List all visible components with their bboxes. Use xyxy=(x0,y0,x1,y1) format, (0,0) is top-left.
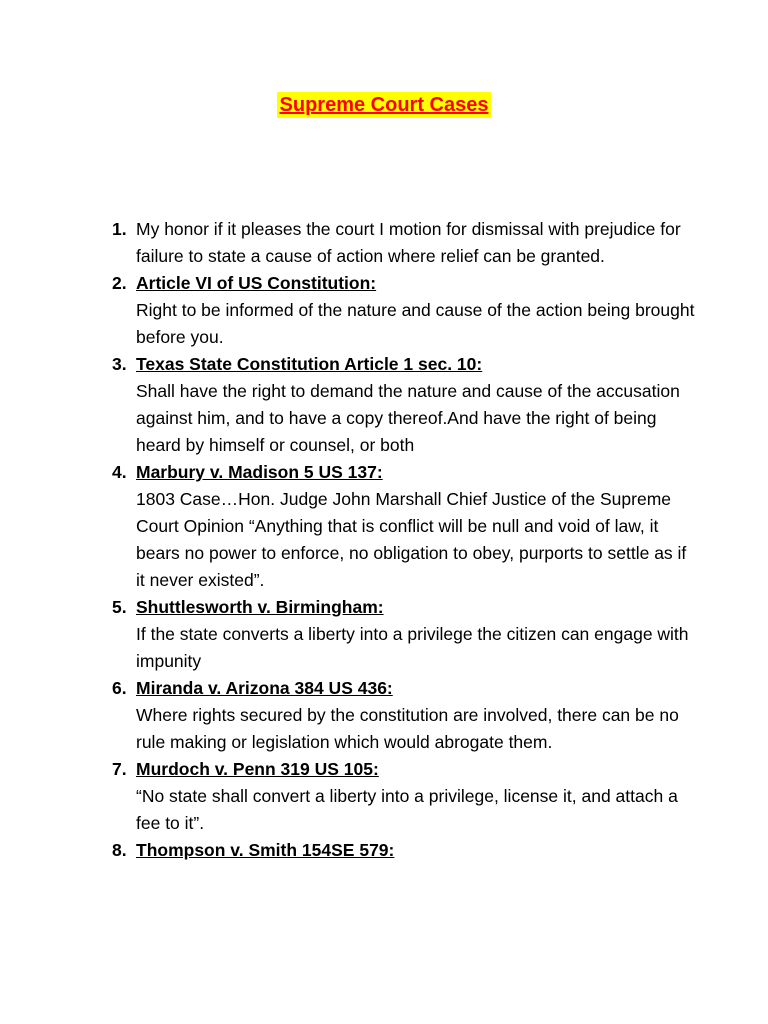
case-item-5 xyxy=(96,594,696,675)
case-text: Where rights secured by the constitution are involved, there can be no rule making or legislation which would abrogate them. xyxy=(136,705,679,752)
case-text: Right to be informed of the nature and cause of the action being brought before you. xyxy=(136,300,695,347)
case-heading: Article VI of US Constitution: xyxy=(136,273,377,293)
case-heading: Murdoch v. Penn 319 US 105: xyxy=(136,759,379,779)
case-item-1 xyxy=(96,216,696,270)
case-item-7 xyxy=(96,756,696,837)
case-heading: Texas State Constitution Article 1 sec. 10: xyxy=(136,354,483,374)
case-item-8 xyxy=(96,837,696,864)
case-heading: Marbury v. Madison 5 US 137: xyxy=(136,462,383,482)
case-text: If the state converts a liberty into a privilege the citizen can engage with impunity xyxy=(136,624,689,671)
case-number: 6. xyxy=(112,678,127,698)
title-wrap xyxy=(0,92,768,118)
case-number: 5. xyxy=(112,597,127,617)
case-number: 3. xyxy=(112,354,127,374)
case-item-6 xyxy=(96,675,696,756)
case-item-2 xyxy=(96,270,696,351)
case-number: 7. xyxy=(112,759,127,779)
case-text: 1803 Case…Hon. Judge John Marshall Chief Justice of the Supreme Court Opinion “Anything that is conflict will be null and void of law, it bears no power to enforce, no obligation to obey, purports to settle as if it never existed”. xyxy=(136,489,687,590)
case-list xyxy=(96,216,696,864)
case-item-4 xyxy=(96,459,696,594)
case-text: “No state shall convert a liberty into a privilege, license it, and attach a fee to it”. xyxy=(136,786,678,833)
case-heading: Thompson v. Smith 154SE 579: xyxy=(136,840,395,860)
case-item-3 xyxy=(96,351,696,459)
case-heading: Shuttlesworth v. Birmingham: xyxy=(136,597,384,617)
case-text: My honor if it pleases the court I motion for dismissal with prejudice for failure to state a cause of action where relief can be granted. xyxy=(136,219,681,266)
case-number: 1. xyxy=(112,219,127,239)
case-number: 2. xyxy=(112,273,127,293)
case-number: 4. xyxy=(112,462,127,482)
case-number: 8. xyxy=(112,840,127,860)
case-heading: Miranda v. Arizona 384 US 436: xyxy=(136,678,393,698)
case-text: Shall have the right to demand the nature and cause of the accusation against him, and to have a copy thereof.And have the right of being heard by himself or counsel, or both xyxy=(136,381,680,455)
document-title: Supreme Court Cases xyxy=(277,92,492,118)
